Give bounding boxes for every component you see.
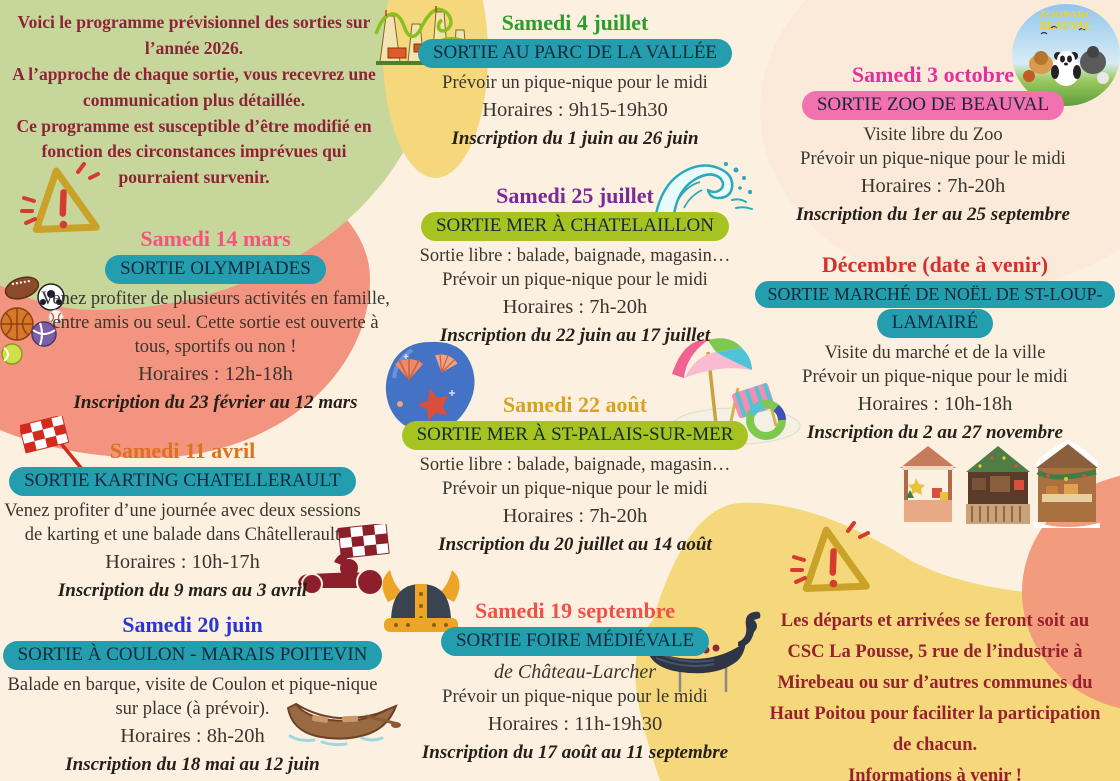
event-date: Samedi 11 avril xyxy=(109,438,256,463)
departure-info-note xyxy=(762,606,1108,781)
event-date: Samedi 20 juin xyxy=(122,612,263,637)
event-hours: Horaires : 7h-20h xyxy=(502,295,648,318)
event-description: Visite du marché et de la ville xyxy=(824,342,1046,363)
event-title-pill: SORTIE OLYMPIADES xyxy=(105,255,326,283)
event-description: Venez profiter de plusieurs activités en famille, entre amis ou seul. Cette sortie est ouverte à tous, sportifs ou non ! xyxy=(41,288,390,357)
event-inscription: Inscription du 18 mai au 12 juin xyxy=(65,754,320,776)
event-title-pill: SORTIE MARCHÉ DE NOËL DE ST-LOUP- xyxy=(755,281,1114,308)
intro-paragraph xyxy=(10,10,378,191)
event-hours: Horaires : 9h15-19h30 xyxy=(482,98,668,121)
beauval-logo-text-1: ZOOPARC xyxy=(1038,9,1094,21)
event-karting xyxy=(0,438,365,604)
event-foire-medievale xyxy=(400,598,750,766)
event-title-pill: SORTIE FOIRE MÉDIÉVALE xyxy=(441,627,709,655)
event-hours: Horaires : 7h-20h xyxy=(860,174,1006,197)
event-description: Prévoir un pique-nique pour le midi xyxy=(442,686,708,707)
event-coulon xyxy=(0,612,385,778)
event-zoo-beauval xyxy=(763,62,1103,228)
event-description: Prévoir un pique-nique pour le midi xyxy=(442,478,708,499)
event-description: Sortie libre : balade, baignade, magasin… xyxy=(419,454,731,475)
event-description: Prévoir un pique-nique pour le midi xyxy=(442,269,708,290)
event-date: Décembre (date à venir) xyxy=(821,252,1049,277)
event-inscription: Inscription du 9 mars au 3 avril xyxy=(57,580,308,602)
event-title-pill: SORTIE MER À CHATELAILLON xyxy=(421,212,729,240)
event-hours: Horaires : 11h-19h30 xyxy=(487,712,663,735)
event-hours: Horaires : 10h-18h xyxy=(857,392,1013,415)
christmas-market-stalls-icon xyxy=(896,438,1100,532)
event-hours: Horaires : 8h-20h xyxy=(120,724,265,747)
event-title-pill-line2: LAMAIRÉ xyxy=(877,309,994,337)
event-date: Samedi 22 août xyxy=(502,392,648,417)
event-inscription: Inscription du 20 juillet au 14 août xyxy=(438,534,712,556)
event-hours: Horaires : 12h-18h xyxy=(138,362,293,385)
event-title-pill: SORTIE ZOO DE BEAUVAL xyxy=(802,91,1064,119)
event-parc-vallee xyxy=(400,10,750,152)
event-inscription: Inscription du 22 juin au 17 juillet xyxy=(439,325,711,347)
intro-line-2: A l’approche de chaque sortie, vous recevrez une communication plus détaillée. xyxy=(12,63,376,110)
event-title-pill: SORTIE À COULON - MARAIS POITEVIN xyxy=(3,641,383,669)
beauval-logo-text-2: BEAUVAL xyxy=(1039,20,1093,32)
event-marche-noel xyxy=(752,252,1118,446)
event-inscription: Inscription du 17 août au 11 septembre xyxy=(421,742,729,764)
event-mer-st-palais xyxy=(395,392,755,558)
event-title-pill: SORTIE KARTING CHATELLERAULT xyxy=(9,467,356,495)
intro-line-3: Ce programme est susceptible d’être modifié en fonction des circonstances imprévues qui pourraient survenir. xyxy=(16,115,372,188)
event-description: Prévoir un pique-nique pour le midi xyxy=(802,366,1068,387)
event-description: Sortie libre : balade, baignade, magasin… xyxy=(419,245,731,266)
warning-triangle-icon xyxy=(788,515,888,615)
event-inscription: Inscription du 1 juin au 26 juin xyxy=(451,128,699,150)
event-olympiades xyxy=(38,226,393,416)
event-hours: Horaires : 7h-20h xyxy=(502,504,648,527)
event-location: de Château-Larcher xyxy=(493,660,656,683)
event-title-pill: SORTIE AU PARC DE LA VALLÉE xyxy=(418,39,732,67)
event-description: Balade en barque, visite de Coulon et pique-nique sur place (à prévoir). xyxy=(7,674,378,719)
event-date: Samedi 25 juillet xyxy=(496,183,654,208)
event-mer-chatelaillon xyxy=(400,183,750,349)
event-description: Prévoir un pique-nique pour le midi xyxy=(800,148,1066,169)
event-description: Visite libre du Zoo xyxy=(863,124,1003,145)
event-date: Samedi 14 mars xyxy=(140,226,291,251)
more-info-text: Informations à venir ! xyxy=(848,766,1022,781)
event-date: Samedi 4 juillet xyxy=(501,10,649,35)
event-description: Prévoir un pique-nique pour le midi xyxy=(442,72,708,93)
event-inscription: Inscription du 2 au 27 novembre xyxy=(806,422,1063,444)
event-date: Samedi 19 septembre xyxy=(474,598,676,623)
event-title-pill: SORTIE MER À ST-PALAIS-SUR-MER xyxy=(402,421,749,449)
intro-line-1: Voici le programme prévisionnel des sorties sur l’année 2026. xyxy=(17,12,371,58)
event-description: Venez profiter d’une journée avec deux sessions de karting et une balade dans Châtellerault xyxy=(4,500,361,545)
departure-info-text: Les départs et arrivées se feront soit au CSC La Pousse, 5 rue de l’industrie à Mirebeau ou sur d’autres communes du Haut Poitou pour faciliter la participation de chacun. xyxy=(769,611,1101,756)
event-inscription: Inscription du 23 février au 12 mars xyxy=(73,392,358,414)
event-inscription: Inscription du 1er au 25 septembre xyxy=(796,204,1070,226)
event-date: Samedi 3 octobre xyxy=(851,62,1015,87)
event-hours: Horaires : 10h-17h xyxy=(105,550,260,573)
